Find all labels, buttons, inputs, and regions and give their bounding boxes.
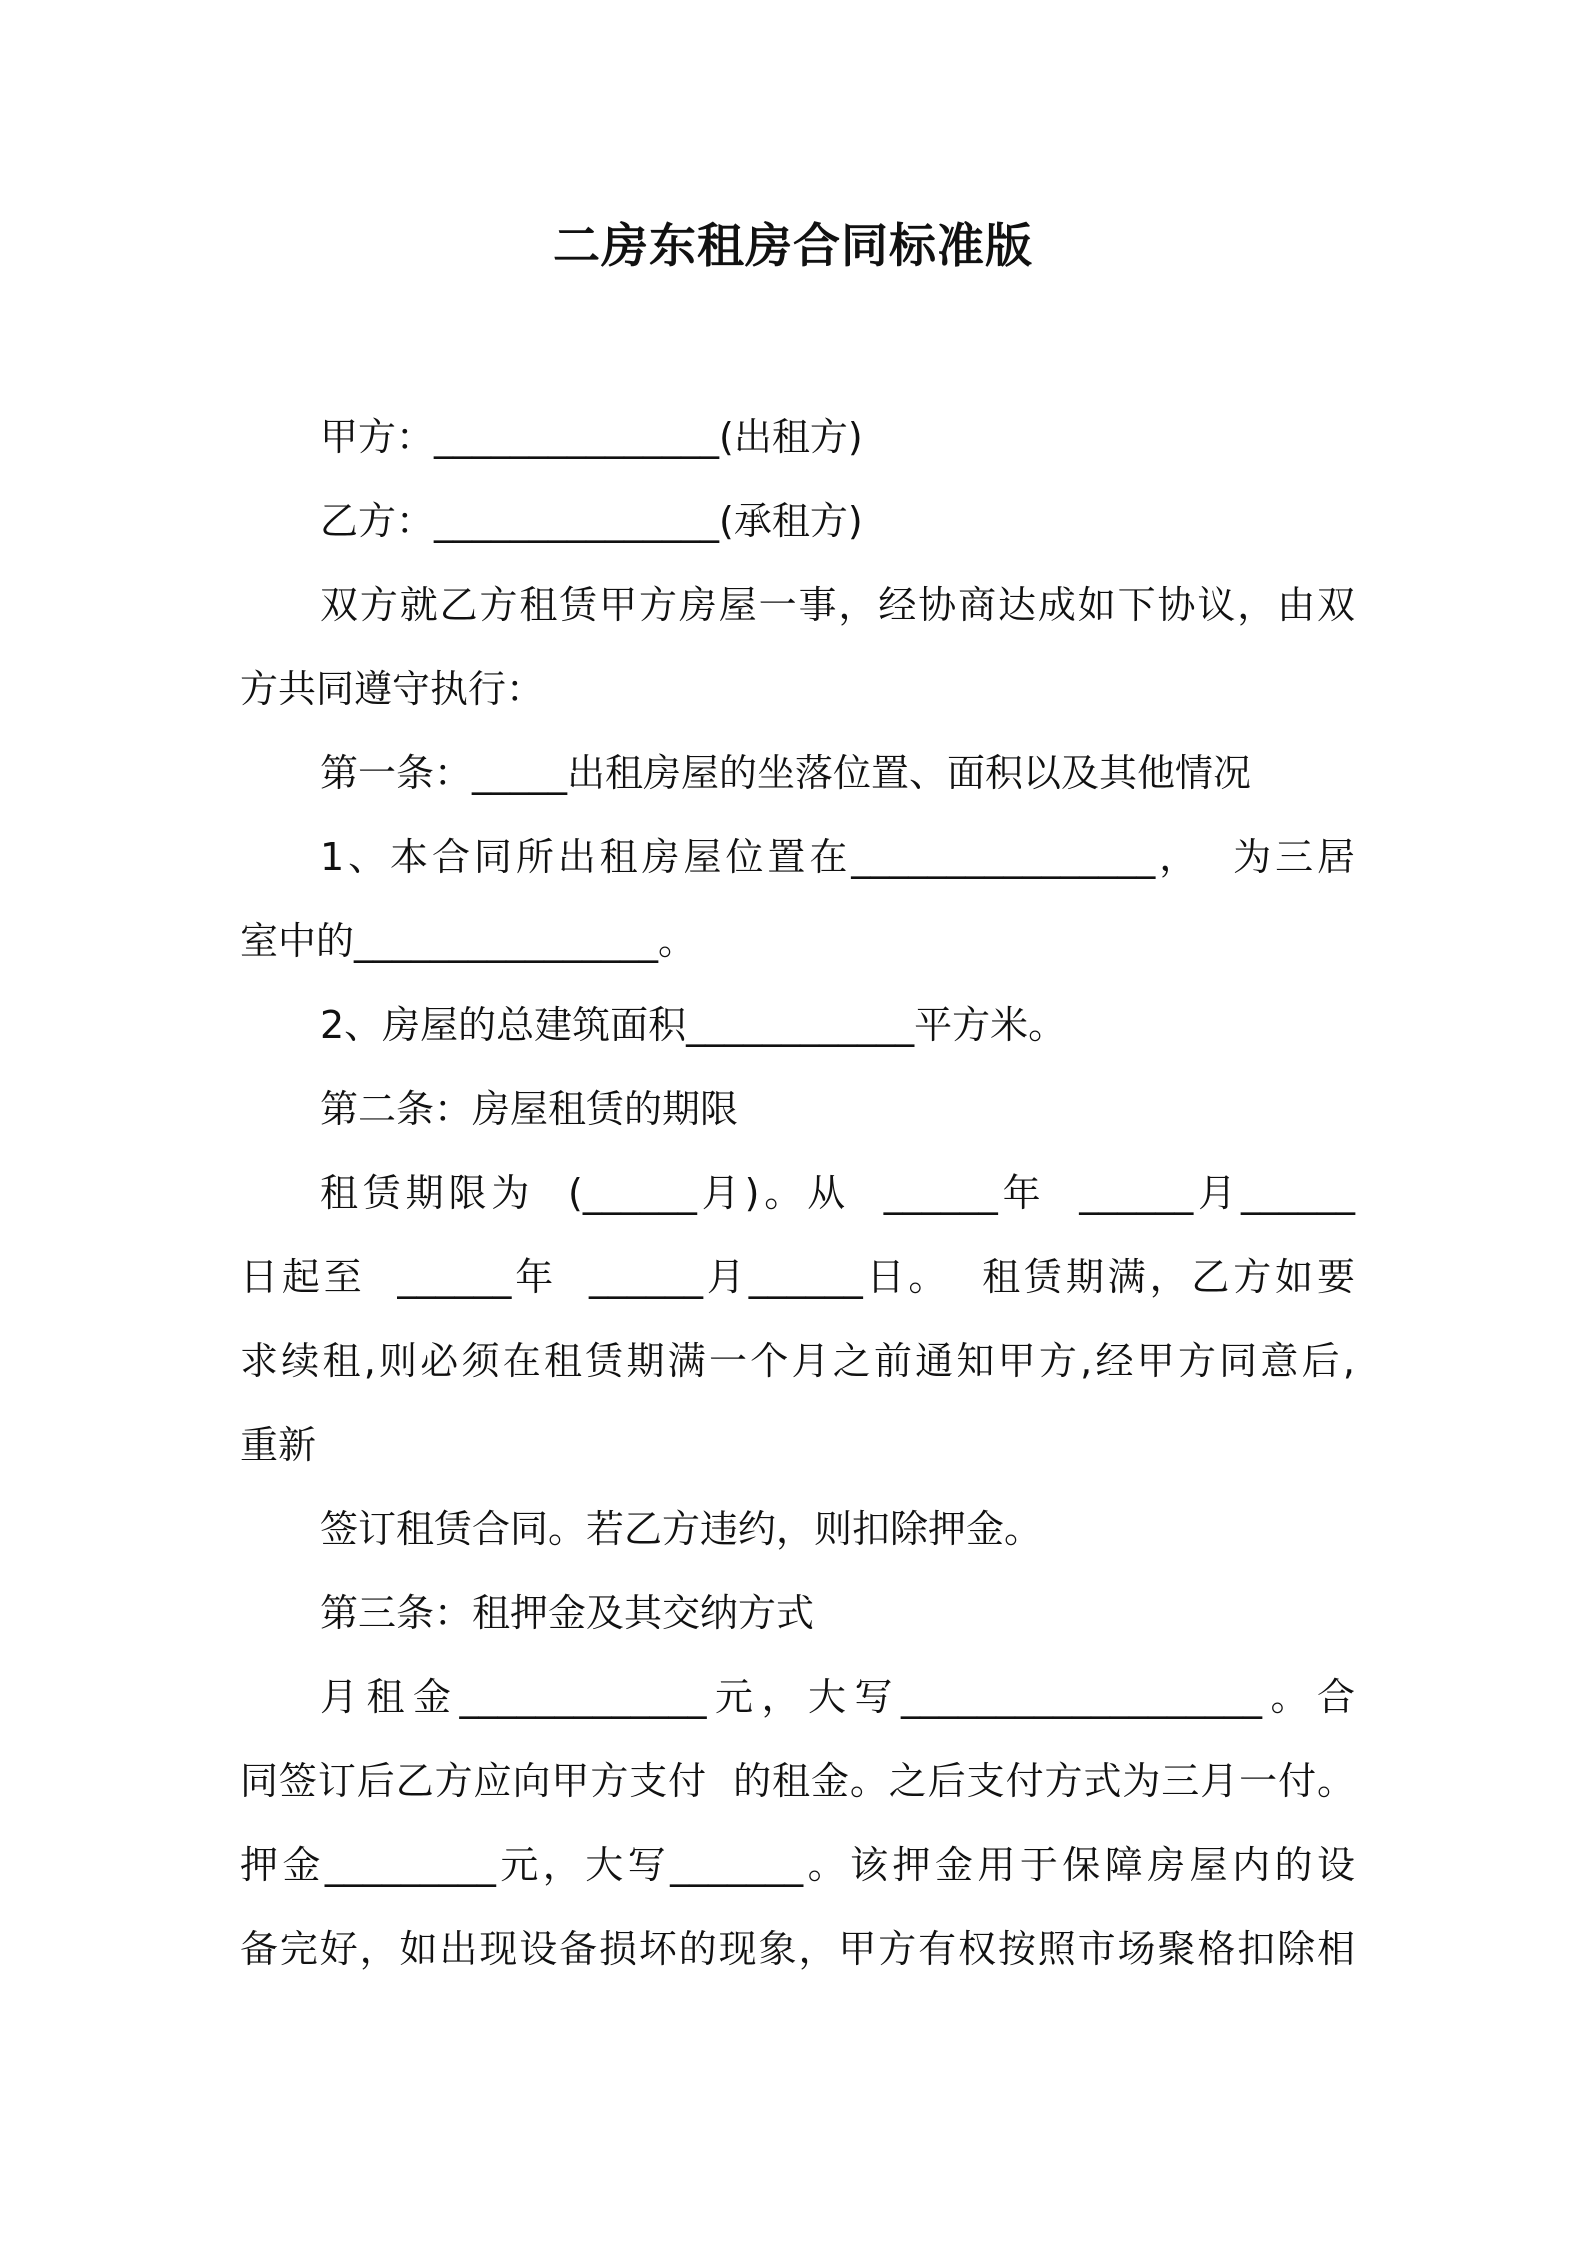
rent-line-4: 备完好，如出现设备损坏的现象，甲方有权按照市场聚格扣除相 <box>240 1927 1355 1971</box>
rent-line-1: 月租金_____________元，大写___________________。合 <box>320 1675 1355 1719</box>
rent-line-3: 押金_________元，大写_______。该押金用于保障房屋内的设 <box>240 1843 1355 1887</box>
clause-1-2: 2、房屋的总建筑面积____________平方米。 <box>320 1003 1067 1047</box>
lease-term-line-2: 日起至 ______年 ______月______日。 租赁期满，乙方如要 <box>240 1255 1355 1299</box>
lease-term-line-4: 重新 <box>240 1423 317 1467</box>
preamble-line-1: 双方就乙方租赁甲方房屋一事，经协商达成如下协议，由双 <box>320 583 1355 627</box>
clause-1-1-line-1: 1、本合同所出租房屋位置在________________， 为三居 <box>320 835 1355 879</box>
article-2-heading: 第二条：房屋租赁的期限 <box>320 1087 739 1131</box>
document-body <box>240 395 1355 1991</box>
party-b-line: 乙方：_______________(承租方) <box>320 499 863 543</box>
article-1-heading: 第一条：_____出租房屋的坐落位置、面积以及其他情况 <box>320 751 1252 795</box>
lease-term-line-3: 求续租,则必须在租赁期满一个月之前通知甲方,经甲方同意后, <box>240 1339 1355 1383</box>
lease-term-line-5: 签订租赁合同。若乙方违约，则扣除押金。 <box>320 1507 1043 1551</box>
article-3-heading: 第三条：租押金及其交纳方式 <box>320 1591 815 1635</box>
lease-term-line-1: 租赁期限为 (______月)。从 ______年 ______月______ <box>320 1171 1355 1215</box>
document-title: 二房东租房合同标准版 <box>553 219 1033 274</box>
preamble-line-2: 方共同遵守执行： <box>240 667 545 711</box>
rent-line-2: 同签订后乙方应向甲方支付 的租金。之后支付方式为三月一付。 <box>240 1759 1355 1803</box>
clause-1-1-line-2: 室中的________________。 <box>240 919 697 963</box>
party-a-line: 甲方：_______________(出租方) <box>320 415 863 459</box>
